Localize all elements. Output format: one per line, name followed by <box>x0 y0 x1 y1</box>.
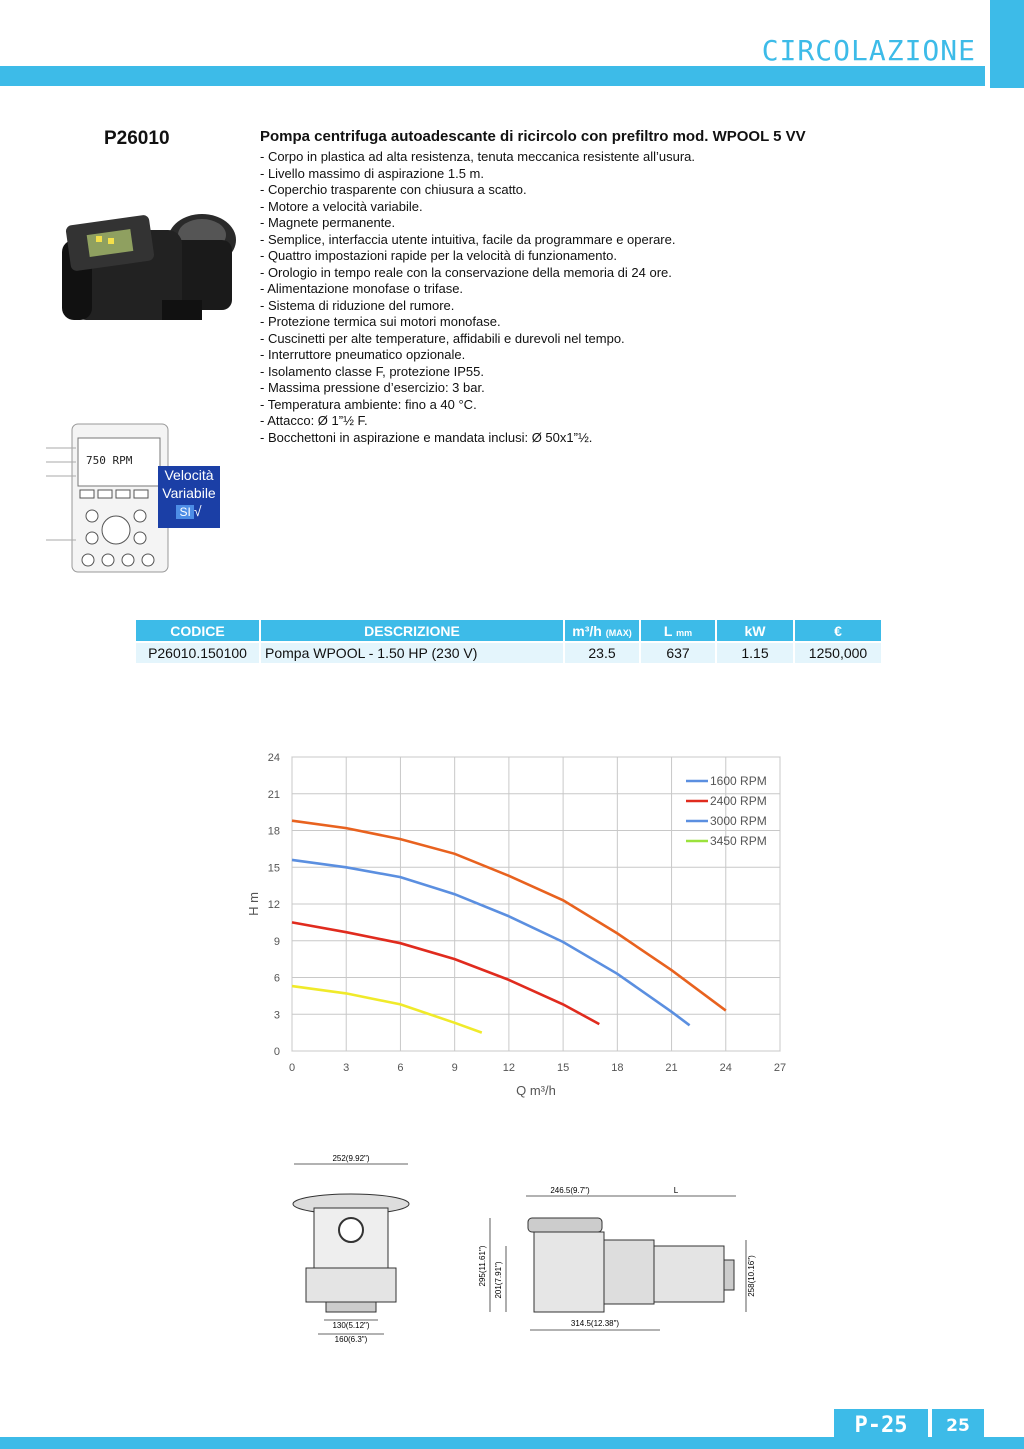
dim-side-top: 246.5(9.7") <box>550 1186 590 1195</box>
x-tick-label: 9 <box>451 1062 458 1074</box>
cell-power: 1.15 <box>717 641 793 663</box>
feature-item: - Protezione termica sui motori monofase. <box>260 314 501 329</box>
col-flow-label: m³/h <box>572 622 602 639</box>
col-power: kW <box>717 620 793 641</box>
spec-table <box>134 620 883 663</box>
feature-item: - Attacco: Ø 1”½ F. <box>260 413 368 428</box>
x-tick-label: 27 <box>773 1062 787 1074</box>
dim-front-b1: 130(5.12") <box>332 1321 370 1330</box>
x-tick-label: 21 <box>665 1062 678 1074</box>
x-tick-label: 18 <box>611 1062 624 1074</box>
feature-item: - Corpo in plastica ad alta resistenza, tenuta meccanica resistente all’usura. <box>260 149 695 164</box>
pump-photo <box>52 180 238 340</box>
badge-line1: Velocità <box>164 467 214 483</box>
col-length-label: L <box>663 622 673 639</box>
feature-item: - Temperatura ambiente: fino a 40 °C. <box>260 396 477 412</box>
cell-code: P26010.150100 <box>136 641 259 663</box>
top-banner <box>0 66 985 86</box>
feature-item: - Coperchio trasparente con chiusura a scatto. <box>260 182 527 197</box>
cell-desc: Pompa WPOOL - 1.50 HP (230 V) <box>261 641 563 663</box>
dim-side-L: L <box>673 1186 679 1195</box>
legend-label: 3000 RPM <box>710 814 767 828</box>
legend-label: 1600 RPM <box>710 774 767 788</box>
legend-label: 3450 RPM <box>710 834 767 848</box>
feature-item: - Interruttore pneumatico opzionale. <box>260 347 466 362</box>
col-length-sub: mm <box>676 627 693 638</box>
col-length <box>641 620 715 641</box>
y-axis-label: H m <box>246 892 261 916</box>
feature-item: - Isolamento classe F, protezione IP55. <box>260 363 485 379</box>
feature-item: - Livello massimo di aspirazione 1.5 m. <box>260 165 484 181</box>
technical-drawings <box>280 1150 760 1350</box>
col-desc: DESCRIZIONE <box>261 620 563 641</box>
y-tick-label: 24 <box>267 752 280 764</box>
feature-item: - Alimentazione monofase o trifase. <box>260 281 464 296</box>
x-tick-label: 15 <box>556 1062 570 1074</box>
section-title: CIRCOLAZIONE <box>761 34 976 67</box>
col-price: € <box>795 620 881 641</box>
feature-item: - Motore a velocità variabile. <box>260 198 423 214</box>
check-icon: √ <box>193 503 202 519</box>
cell-price: 1250,000 <box>795 641 881 663</box>
feature-item: - Quattro impostazioni rapide per la velocità di funzionamento. <box>260 248 617 263</box>
dim-side-h2: 201(7.91") <box>494 1261 503 1299</box>
cell-flow: 23.5 <box>565 641 639 663</box>
cell-length: 637 <box>641 641 715 663</box>
feature-item: - Orologio in tempo reale con la conservazione della memoria di 24 ore. <box>260 264 672 280</box>
x-axis-label: Q m³/h <box>516 1083 556 1098</box>
dim-side-h3: 258(10.16") <box>747 1255 756 1297</box>
x-tick-label: 24 <box>719 1062 732 1074</box>
y-tick-label: 18 <box>267 825 280 838</box>
badge-value: SI <box>176 505 193 519</box>
dim-front-top: 252(9.92") <box>332 1154 370 1163</box>
y-tick-label: 9 <box>273 935 280 948</box>
dim-side-bottom: 314.5(12.38") <box>570 1319 620 1328</box>
page-number: 25 <box>932 1409 984 1449</box>
feature-item: - Magnete permanente. <box>260 215 396 230</box>
legend-label: 2400 RPM <box>710 794 767 808</box>
product-code: P26010 <box>104 128 170 149</box>
feature-item: - Cuscinetti per alte temperature, affidabili e durevoli nel tempo. <box>260 330 625 346</box>
col-flow-sub: (MAX) <box>605 627 632 638</box>
feature-item: - Bocchettoni in aspirazione e mandata inclusi: Ø 50x1”½. <box>260 429 593 445</box>
y-tick-label: 3 <box>273 1009 280 1022</box>
variable-speed-badge <box>158 466 220 528</box>
product-title: Pompa centrifuga autoadescante di ricircolo con prefiltro mod. WPOOL 5 VV <box>260 128 806 145</box>
dim-front-b2: 160(6.3") <box>334 1335 368 1344</box>
display-rpm: 750 RPM <box>86 454 133 467</box>
y-tick-label: 0 <box>273 1046 280 1058</box>
x-tick-label: 6 <box>397 1062 404 1074</box>
badge-line2: Variabile <box>162 485 216 501</box>
feature-item: - Semplice, interfaccia utente intuitiva, facile da programmare e operare. <box>260 231 676 247</box>
page-label: P-25 <box>834 1409 928 1449</box>
x-tick-label: 3 <box>343 1062 350 1074</box>
feature-item: - Massima pressione d’esercizio: 3 bar. <box>260 380 485 395</box>
feature-item: - Sistema di riduzione del rumore. <box>260 297 455 313</box>
x-tick-label: 12 <box>502 1062 516 1074</box>
col-code: CODICE <box>136 620 259 641</box>
control-panel-drawing <box>26 420 178 576</box>
y-tick-label: 15 <box>267 862 280 875</box>
top-corner-block <box>990 0 1024 88</box>
table-row <box>136 641 881 663</box>
dim-side-h1: 295(11.61") <box>478 1245 487 1287</box>
col-flow <box>565 620 639 641</box>
x-tick-label: 0 <box>288 1062 296 1074</box>
performance-chart <box>230 745 810 1105</box>
y-tick-label: 21 <box>267 788 280 801</box>
feature-list <box>260 149 695 446</box>
y-tick-label: 6 <box>273 972 280 985</box>
y-tick-label: 12 <box>267 899 280 911</box>
table-header-row <box>136 620 881 641</box>
